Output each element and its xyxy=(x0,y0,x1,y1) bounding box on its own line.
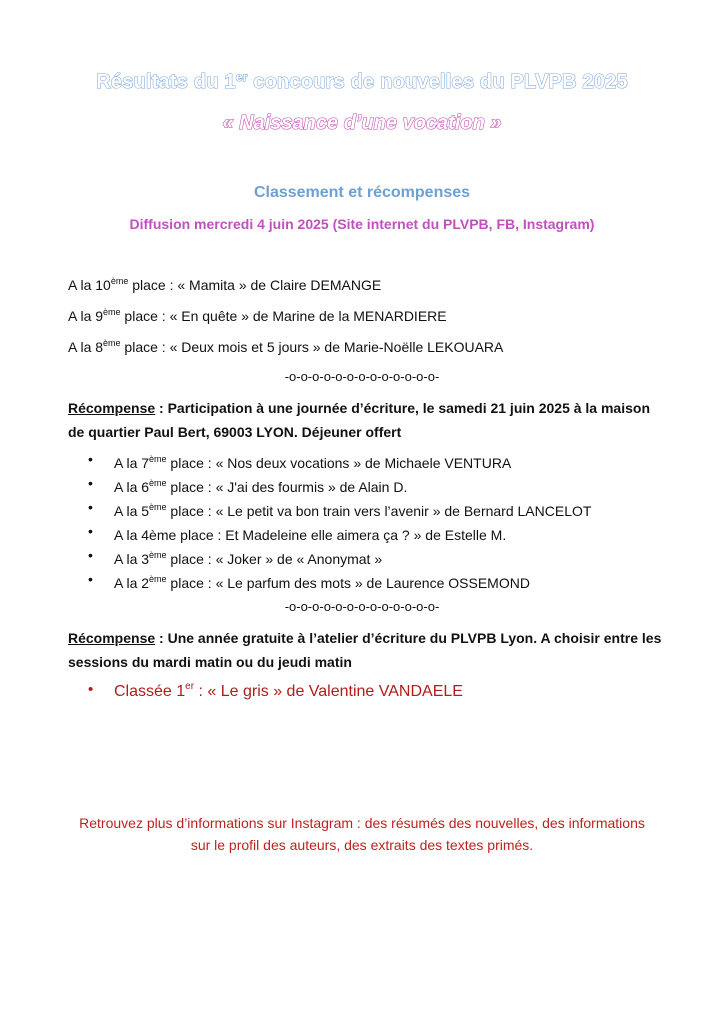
place-5: • A la 5ème place : « Le petit va bon train vers l’avenir » de Bernard LANCELOT xyxy=(88,495,591,519)
document-subtitle: « Naissance d’une vocation » xyxy=(222,112,502,134)
place-7: • A la 7ème place : « Nos deux vocations » de Michaele VENTURA xyxy=(88,447,591,471)
place-3: • A la 3ème place : « Joker » de « Anonymat » xyxy=(88,543,591,567)
footer-note: Retrouvez plus d’informations sur Instagram : des résumés des nouvelles, des informations sur le profil des auteurs, des extraits des textes primés. xyxy=(79,815,645,853)
reward-1: Récompense : Participation à une journée d’écriture, le samedi 21 juin 2025 à la maison de quartier Paul Bert, 69003 LYON. Déjeuner offert xyxy=(68,400,650,440)
separator-2: -o-o-o-o-o-o-o-o-o-o-o-o-o- xyxy=(284,599,440,614)
bullet-icon: • xyxy=(88,451,93,467)
bullet-icon: • xyxy=(88,571,93,587)
bullet-icon: • xyxy=(88,681,94,698)
bullet-icon: • xyxy=(88,523,93,539)
place-10: A la 10ème place : « Mamita » de Claire DEMANGE xyxy=(68,276,382,293)
places-list xyxy=(88,447,591,591)
diffusion-note: Diffusion mercredi 4 juin 2025 (Site internet du PLVPB, FB, Instagram) xyxy=(129,216,595,232)
reward-label: Récompense xyxy=(68,630,156,646)
place-8: A la 8ème place : « Deux mois et 5 jours » de Marie-Noëlle LEKOUARA xyxy=(68,338,504,355)
reward-2: Récompense : Une année gratuite à l’atelier d’écriture du PLVPB Lyon. A choisir entre les sessions du mardi matin ou du jeudi matin xyxy=(68,630,662,670)
section-heading: Classement et récompenses xyxy=(253,184,471,201)
reward-label: Récompense xyxy=(68,400,156,416)
document-title: Résultats du 1er concours de nouvelles du PLVPB 2025 xyxy=(96,70,628,93)
bullet-icon: • xyxy=(88,547,93,563)
bullet-icon: • xyxy=(88,475,93,491)
place-4: • A la 4ème place : Et Madeleine elle aimera ça ? » de Estelle M. xyxy=(88,519,591,543)
place-6: • A la 6ème place : « J'ai des fourmis » de Alain D. xyxy=(88,471,591,495)
winner-line: • Classée 1er : « Le gris » de Valentine VANDAELE xyxy=(88,681,463,700)
place-2: • A la 2ème place : « Le parfum des mots » de Laurence OSSEMOND xyxy=(88,567,591,591)
bullet-icon: • xyxy=(88,499,93,515)
place-9: A la 9ème place : « En quête » de Marine de la MENARDIERE xyxy=(68,307,447,324)
separator-1: -o-o-o-o-o-o-o-o-o-o-o-o-o- xyxy=(284,369,440,384)
